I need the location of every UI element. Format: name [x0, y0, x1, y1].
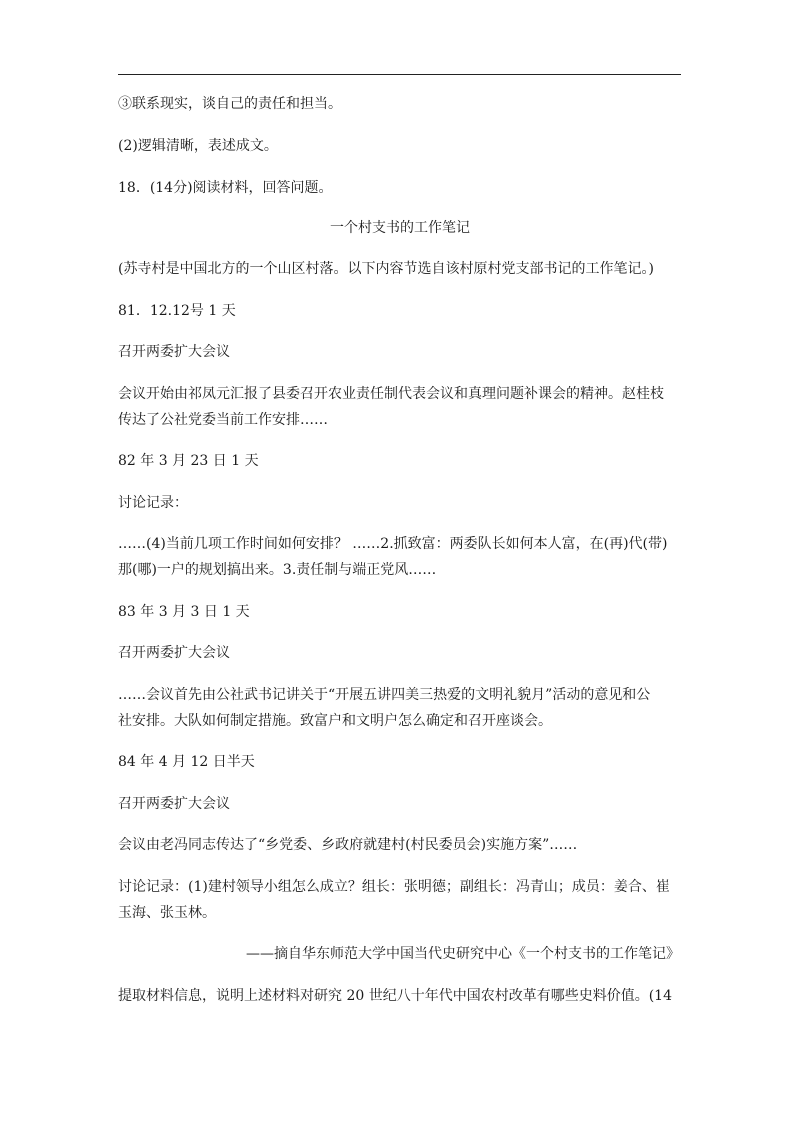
- note-text: 传达了公社党委当前工作安排……: [118, 412, 328, 428]
- note-date-1984: 84 年 4 月 12 日半天: [118, 754, 255, 770]
- note-date-1982: 82 年 3 月 23 日 1 天: [118, 453, 259, 469]
- note-text: 会议开始由祁凤元汇报了县委召开农业责任制代表会议和真理问题补课会的精神。赵桂枝: [118, 386, 664, 402]
- note-text: 那(哪)一户的规划搞出来。3.责任制与端正党风……: [118, 562, 437, 578]
- requirement-3: ③联系现实，谈自己的责任和担当。: [118, 96, 342, 112]
- question-18-stem: 18．(14分)阅读材料，回答问题。: [118, 180, 333, 196]
- note-text: 玉海、张玉林。: [118, 905, 216, 921]
- note-text: ……(4)当前几项工作时间如何安排？ ……2.抓致富：两委队长如何本人富，在(再)代(带): [118, 536, 668, 552]
- question-prompt: 提取材料信息，说明上述材料对研究 20 世纪八十年代中国农村改革有哪些史料价值。(14: [118, 988, 672, 1004]
- requirement-2: (2)逻辑清晰，表述成文。: [118, 138, 278, 154]
- note-text: 讨论记录：(1)建村领导小组怎么成立？组长：张明德；副组长：冯青山；成员：姜合、崔: [118, 879, 670, 895]
- header-rule: [118, 74, 681, 75]
- note-heading: 召开两委扩大会议: [118, 645, 230, 661]
- note-heading: 召开两委扩大会议: [118, 796, 230, 812]
- note-date-1981: 81．12.12号 1 天: [118, 303, 236, 319]
- note-text: 会议由老冯同志传达了“乡党委、乡政府就建村(村民委员会)实施方案”……: [118, 837, 578, 853]
- note-text: 社安排。大队如何制定措施。致富户和文明户怎么确定和召开座谈会。: [118, 713, 552, 729]
- source-citation: ——摘自华东师范大学中国当代史研究中心《一个村支书的工作笔记》: [246, 946, 680, 962]
- note-heading: 召开两委扩大会议: [118, 344, 230, 360]
- material-title: 一个村支书的工作笔记: [330, 220, 470, 236]
- note-text: ……会议首先由公社武书记讲关于“开展五讲四美三热爱的文明礼貌月”活动的意见和公: [118, 687, 651, 703]
- material-intro: (苏寺村是中国北方的一个山区村落。以下内容节选自该村原村党支部书记的工作笔记。): [118, 261, 654, 277]
- note-date-1983: 83 年 3 月 3 日 1 天: [118, 604, 250, 620]
- note-heading: 讨论记录：: [118, 495, 188, 511]
